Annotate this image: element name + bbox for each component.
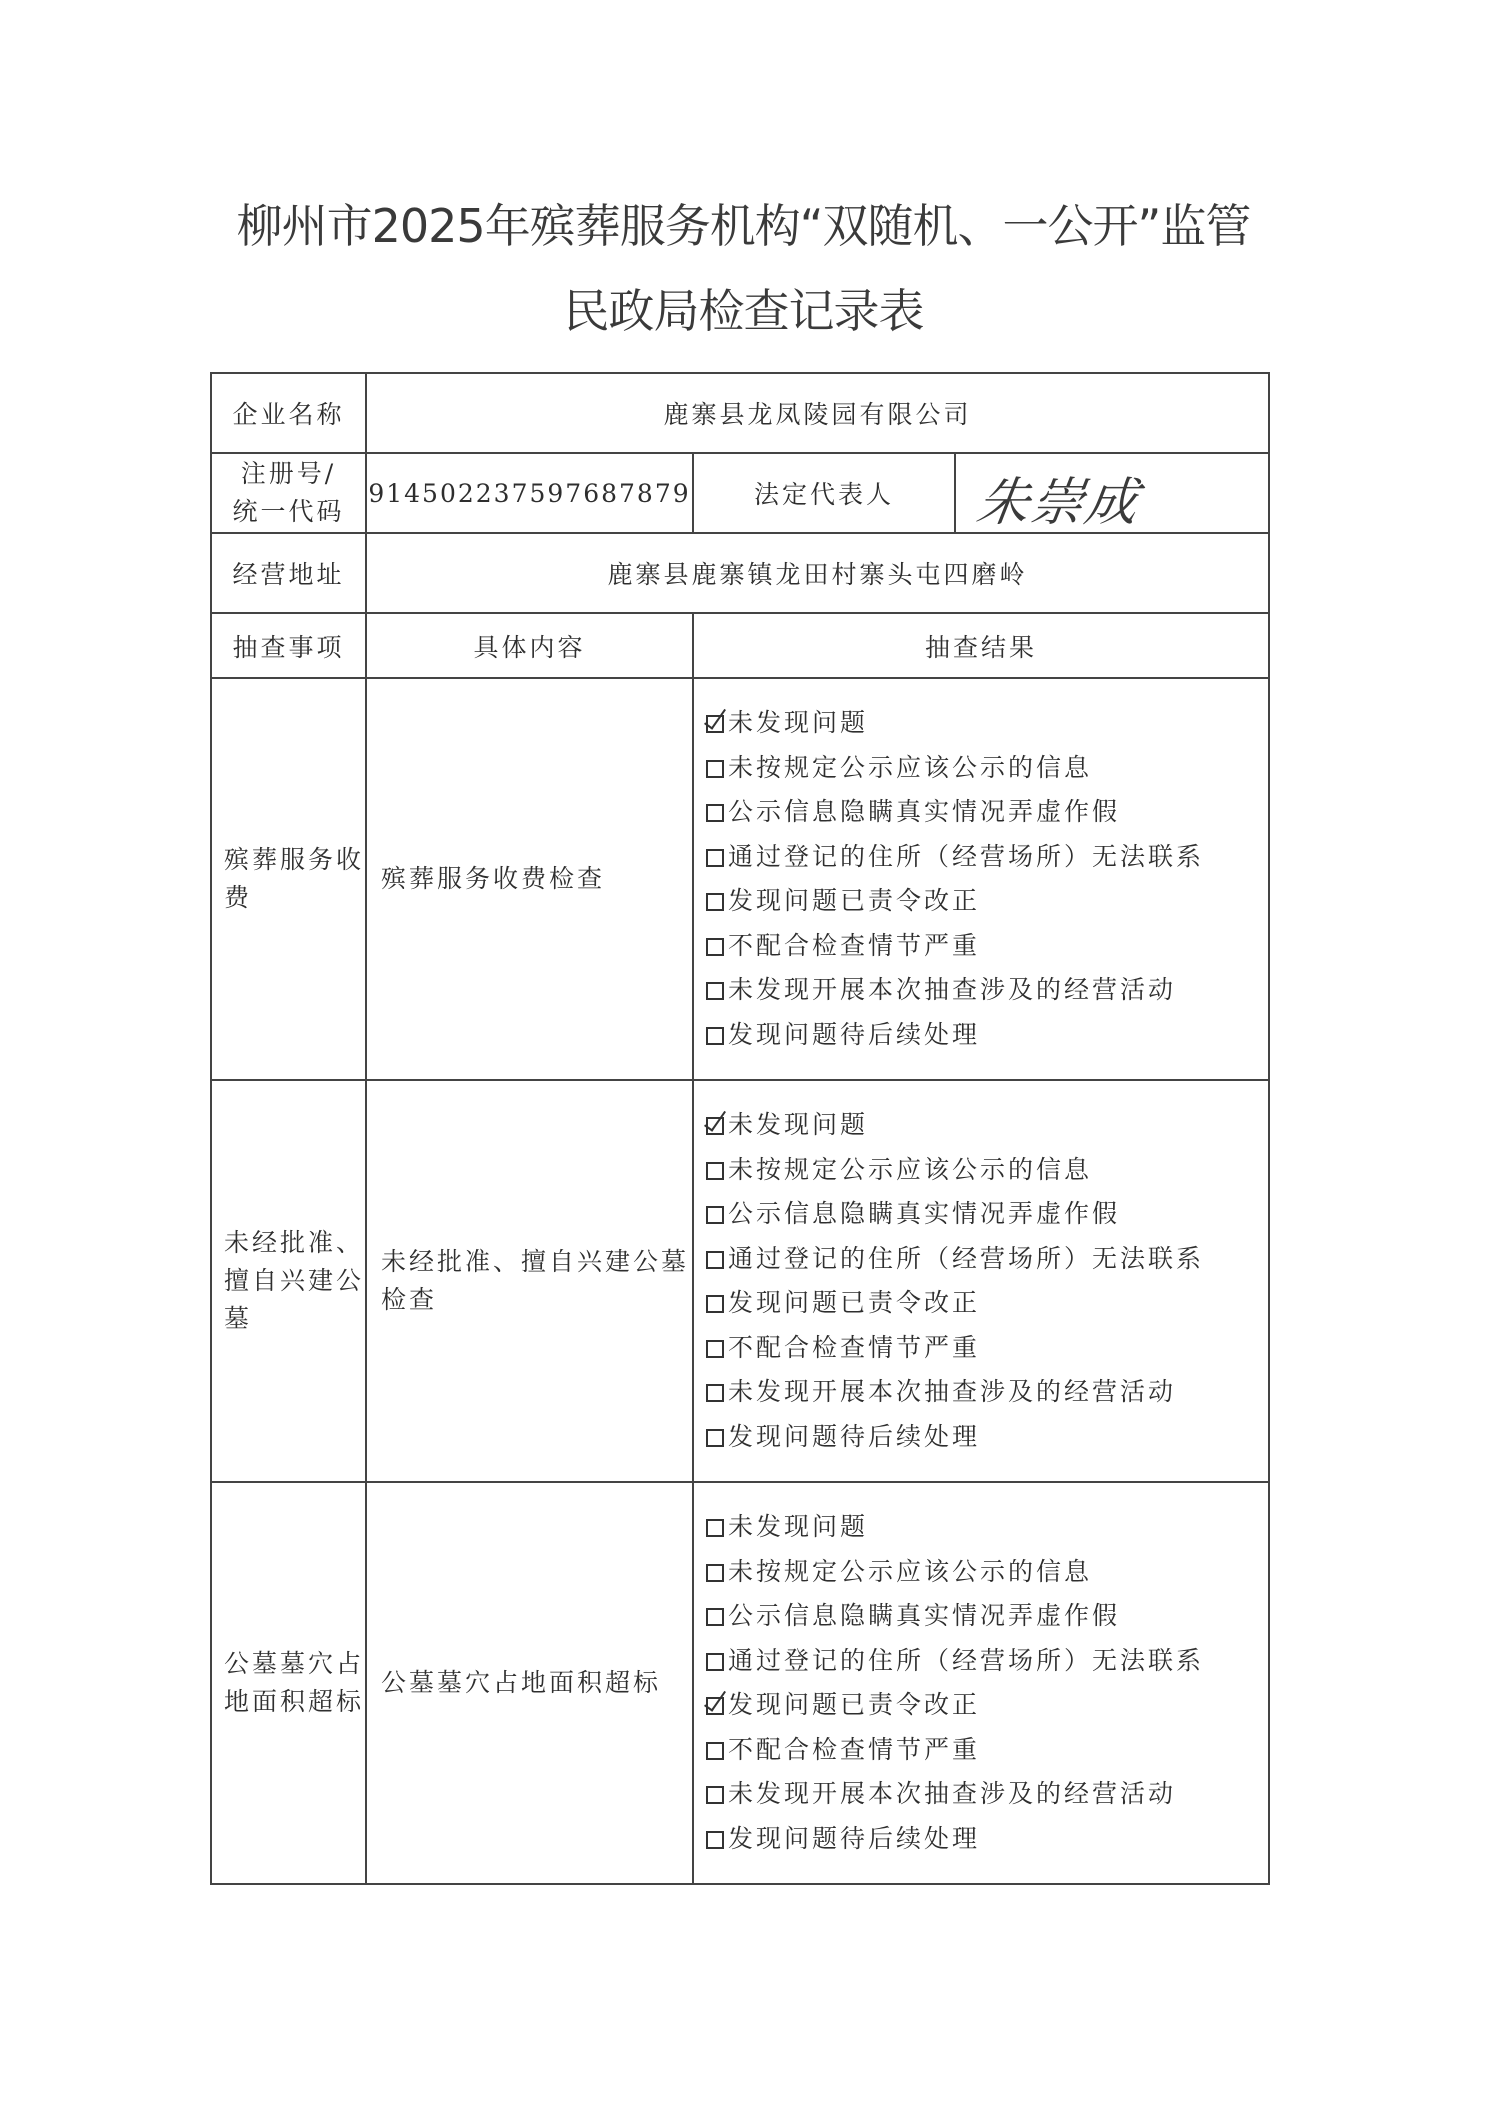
result-option[interactable] bbox=[706, 879, 1268, 924]
header-result: 抽查结果 bbox=[693, 613, 1269, 678]
checkbox-icon[interactable] bbox=[706, 1295, 724, 1313]
result-option[interactable] bbox=[706, 746, 1268, 791]
inspection-item: 殡葬服务收费 bbox=[211, 678, 366, 1080]
checkbox-icon[interactable] bbox=[706, 1608, 724, 1626]
result-option[interactable] bbox=[706, 790, 1268, 835]
result-option-label: 发现问题待后续处理 bbox=[728, 1823, 981, 1853]
result-option-label: 发现问题待后续处理 bbox=[728, 1019, 981, 1049]
inspection-content: 殡葬服务收费检查 bbox=[366, 678, 693, 1080]
checkbox-checked-icon[interactable] bbox=[706, 1117, 724, 1135]
inspection-results bbox=[693, 678, 1269, 1080]
checkbox-icon[interactable] bbox=[706, 849, 724, 867]
result-option[interactable] bbox=[706, 1505, 1268, 1550]
result-option-label: 未发现问题 bbox=[728, 1110, 869, 1139]
result-option[interactable] bbox=[706, 1594, 1268, 1639]
legal-rep-signature: 朱崇成 bbox=[973, 473, 1144, 533]
result-option[interactable] bbox=[706, 1639, 1268, 1684]
result-option-label: 发现问题已责令改正 bbox=[728, 1690, 981, 1719]
result-option[interactable] bbox=[706, 701, 1268, 746]
checkbox-icon[interactable] bbox=[706, 1384, 724, 1402]
inspection-content: 公墓墓穴占地面积超标 bbox=[366, 1482, 693, 1884]
result-option[interactable] bbox=[706, 1192, 1268, 1237]
checkbox-icon[interactable] bbox=[706, 1027, 724, 1045]
result-option-label: 未发现开展本次抽查涉及的经营活动 bbox=[728, 1377, 1177, 1406]
address-value: 鹿寨县鹿寨镇龙田村寨头屯四磨岭 bbox=[366, 533, 1269, 613]
checkbox-icon[interactable] bbox=[706, 804, 724, 822]
result-option[interactable] bbox=[706, 1103, 1268, 1148]
inspection-item: 未经批准、擅自兴建公墓 bbox=[211, 1080, 366, 1482]
result-option-label: 公示信息隐瞒真实情况弄虚作假 bbox=[728, 1199, 1121, 1228]
checkbox-icon[interactable] bbox=[706, 1831, 724, 1849]
inspection-results bbox=[693, 1482, 1269, 1884]
result-option-label: 不配合检查情节严重 bbox=[728, 1332, 981, 1362]
result-option[interactable] bbox=[706, 924, 1268, 969]
result-option[interactable] bbox=[706, 968, 1268, 1013]
address-row bbox=[211, 533, 1269, 613]
checkbox-icon[interactable] bbox=[706, 938, 724, 956]
legal-rep-label: 法定代表人 bbox=[693, 453, 955, 533]
inspection-row bbox=[211, 678, 1269, 1080]
company-name-label: 企业名称 bbox=[211, 373, 366, 453]
result-option-label: 通过登记的住所（经营场所）无法联系 bbox=[728, 841, 1205, 871]
registration-number: 914502237597687879 bbox=[366, 453, 693, 533]
result-option[interactable] bbox=[706, 1728, 1268, 1773]
company-name-row bbox=[211, 373, 1269, 453]
result-option-label: 未发现问题 bbox=[728, 708, 869, 737]
checkbox-icon[interactable] bbox=[706, 1251, 724, 1269]
result-option-label: 未发现开展本次抽查涉及的经营活动 bbox=[728, 1779, 1177, 1808]
inspection-record-table bbox=[210, 372, 1270, 1885]
registration-label-line1: 注册号/ bbox=[240, 459, 337, 488]
result-option-label: 公示信息隐瞒真实情况弄虚作假 bbox=[728, 1601, 1121, 1630]
result-option-label: 未发现问题 bbox=[728, 1512, 869, 1541]
legal-rep-signature-cell bbox=[955, 453, 1269, 533]
result-option-label: 发现问题待后续处理 bbox=[728, 1421, 981, 1451]
result-option[interactable] bbox=[706, 1013, 1268, 1058]
address-label: 经营地址 bbox=[211, 533, 366, 613]
result-option[interactable] bbox=[706, 1817, 1268, 1862]
checkbox-icon[interactable] bbox=[706, 982, 724, 1000]
checkbox-icon[interactable] bbox=[706, 760, 724, 778]
result-option-label: 不配合检查情节严重 bbox=[728, 1734, 981, 1764]
registration-row bbox=[211, 453, 1269, 533]
result-option[interactable] bbox=[706, 1772, 1268, 1817]
checkbox-icon[interactable] bbox=[706, 1429, 724, 1447]
result-option[interactable] bbox=[706, 1281, 1268, 1326]
checkbox-icon[interactable] bbox=[706, 1206, 724, 1224]
document-title-line2: 民政局检查记录表 bbox=[563, 284, 924, 338]
registration-label-line2: 统一代码 bbox=[232, 497, 345, 526]
result-option-label: 未按规定公示应该公示的信息 bbox=[728, 752, 1093, 782]
result-option-label: 未按规定公示应该公示的信息 bbox=[728, 1154, 1093, 1184]
inspection-header-row bbox=[211, 613, 1269, 678]
result-option-label: 未按规定公示应该公示的信息 bbox=[728, 1556, 1093, 1586]
result-option-label: 通过登记的住所（经营场所）无法联系 bbox=[728, 1645, 1205, 1675]
result-option[interactable] bbox=[706, 1415, 1268, 1460]
checkbox-icon[interactable] bbox=[706, 1742, 724, 1760]
result-option[interactable] bbox=[706, 1148, 1268, 1193]
result-option[interactable] bbox=[706, 1683, 1268, 1728]
inspection-item: 公墓墓穴占地面积超标 bbox=[211, 1482, 366, 1884]
company-name-value: 鹿寨县龙凤陵园有限公司 bbox=[366, 373, 1269, 453]
header-item: 抽查事项 bbox=[211, 613, 366, 678]
checkbox-icon[interactable] bbox=[706, 1653, 724, 1671]
result-option-label: 发现问题已责令改正 bbox=[728, 886, 981, 915]
result-option[interactable] bbox=[706, 835, 1268, 880]
result-option[interactable] bbox=[706, 1237, 1268, 1282]
result-option[interactable] bbox=[706, 1326, 1268, 1371]
result-option-label: 不配合检查情节严重 bbox=[728, 930, 981, 960]
checkbox-icon[interactable] bbox=[706, 1564, 724, 1582]
checkbox-icon[interactable] bbox=[706, 1786, 724, 1804]
inspection-row bbox=[211, 1080, 1269, 1482]
inspection-content: 未经批准、擅自兴建公墓检查 bbox=[366, 1080, 693, 1482]
checkbox-icon[interactable] bbox=[706, 1340, 724, 1358]
result-option-label: 未发现开展本次抽查涉及的经营活动 bbox=[728, 975, 1177, 1004]
checkbox-checked-icon[interactable] bbox=[706, 715, 724, 733]
result-option-label: 发现问题已责令改正 bbox=[728, 1288, 981, 1317]
result-option[interactable] bbox=[706, 1550, 1268, 1595]
inspection-results bbox=[693, 1080, 1269, 1482]
result-option-label: 通过登记的住所（经营场所）无法联系 bbox=[728, 1243, 1205, 1273]
result-option[interactable] bbox=[706, 1370, 1268, 1415]
checkbox-icon[interactable] bbox=[706, 893, 724, 911]
checkbox-icon[interactable] bbox=[706, 1519, 724, 1537]
inspection-row bbox=[211, 1482, 1269, 1884]
checkbox-checked-icon[interactable] bbox=[706, 1697, 724, 1715]
header-content: 具体内容 bbox=[366, 613, 693, 678]
result-option-label: 公示信息隐瞒真实情况弄虚作假 bbox=[728, 797, 1121, 826]
checkbox-icon[interactable] bbox=[706, 1162, 724, 1180]
document-title-line1: 柳州市2025年殡葬服务机构“双随机、一公开”监管 bbox=[236, 199, 1251, 253]
registration-label bbox=[211, 453, 366, 533]
